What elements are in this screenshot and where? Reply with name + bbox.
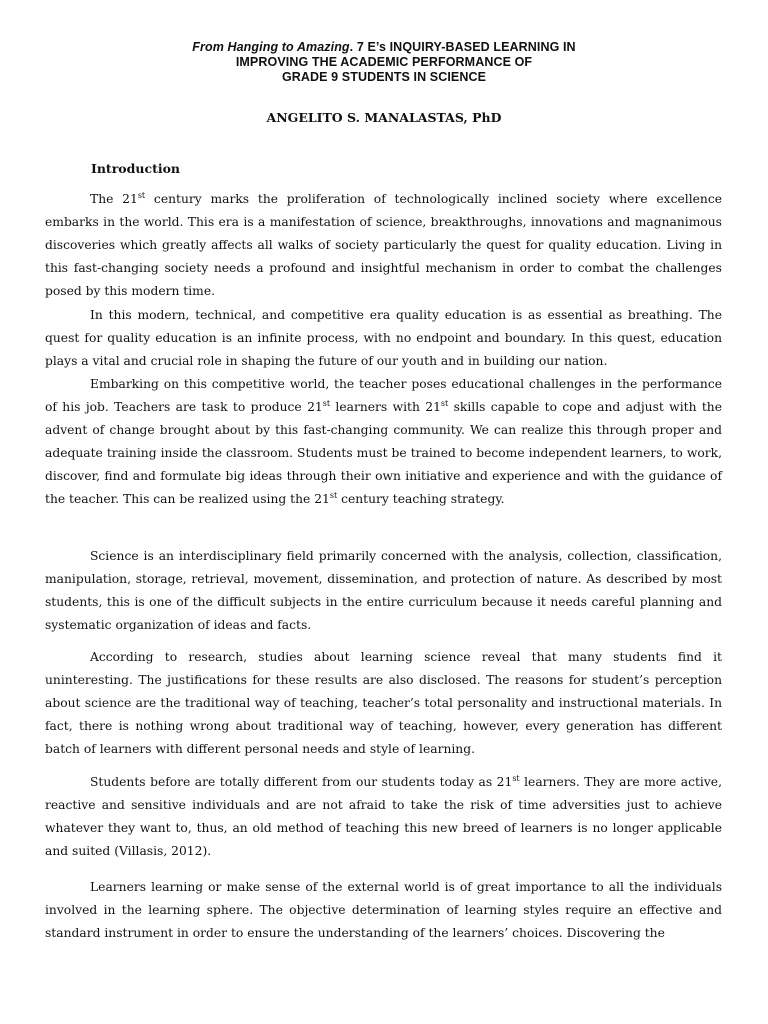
paragraph-4: Science is an interdisciplinary field primarily concerned with the analysis, collection, classification, manipulation, storage, retrieval, movement, dissemination, and protection of nature. As described by most students, this is one of the difficult subjects in the entire curriculum because it needs careful planning and systematic organization of ideas and facts. — [45, 549, 722, 633]
superscript-st: st — [512, 773, 520, 783]
paragraph-2: In this modern, technical, and competitive era quality education is as essential as breathing. The quest for quality education is an infinite process, with no endpoint and boundary. In this quest, education plays a vital and crucial role in shaping the future of our youth and in building our nation. — [45, 308, 722, 369]
paragraph-1: The 21st century marks the proliferation of technologically inclined society where excellence embarks in the world. This era is a manifestation of science, breakthroughs, innovations and magnanimous discoveries which greatly affects all walks of society particularly the quest for quality education. Living in this fast-changing society needs a profound and insightful mechanism in order to combat the challenges posed by this modern time. — [45, 190, 722, 299]
superscript-st: st — [137, 190, 146, 200]
author-name: ANGELITO S. MANALASTAS, PhD — [266, 110, 502, 125]
title-italic-phrase: From Hanging to Amazing — [192, 40, 350, 54]
title-line-1-rest: . 7 E’s INQUIRY-BASED LEARNING IN — [349, 40, 576, 54]
paper-title-line-1 — [0, 40, 768, 54]
paragraph-6: Students before are totally different from our students today as 21st learners. They are more active, reactive and sensitive individuals and are not afraid to take the risk of time adversities just to achieve whatever they want to, thus, an old method of teaching this new breed of learners is no longer applicable and suited (Villasis, 2012). — [45, 773, 722, 859]
paragraph-5: According to research, studies about learning science reveal that many students find it uninteresting. The justifications for these results are also disclosed. The reasons for student’s perception about science are the traditional way of teaching, teacher’s total personality and instructional materials. In fact, there is nothing wrong about traditional way of teaching, however, every generation has different batch of learners with different personal needs and style of learning. — [45, 650, 722, 757]
superscript-st: st — [322, 399, 331, 408]
paragraph-3: Embarking on this competitive world, the teacher poses educational challenges in the performance of his job. Teachers are task to produce 21st learners with 21st skills capable to cope and adjust with the advent of change brought about by this fast-changing community. We can realize this through proper and adequate training inside the classroom. Students must be trained to become independent learners, to work, discover, find and formulate big ideas through their own initiative and experience and with the guidance of the teacher. This can be realized using the 21st century teaching strategy. — [45, 377, 722, 507]
superscript-st: st — [329, 491, 338, 501]
superscript-st: st — [440, 399, 449, 408]
paragraph-7: Learners learning or make sense of the external world is of great importance to all the individuals involved in the learning sphere. The objective determination of learning styles require an effective and standard instrument in order to ensure the understanding of the learners’ choices. Discovering the — [45, 880, 722, 941]
paper-title-line-2: IMPROVING THE ACADEMIC PERFORMANCE OF — [235, 55, 533, 69]
section-heading-introduction: Introduction — [91, 161, 181, 176]
paper-title-line-3: GRADE 9 STUDENTS IN SCIENCE — [281, 70, 487, 84]
